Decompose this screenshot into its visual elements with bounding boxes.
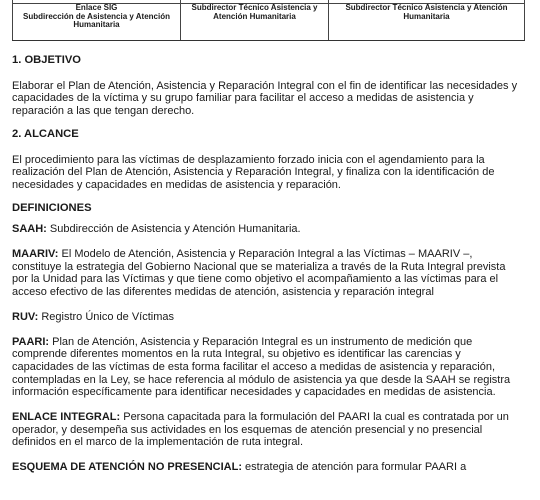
definition-saah <box>12 223 520 236</box>
definition-esquema-no-presencial <box>12 461 520 474</box>
aprobo-line1: Subdirector Técnico Asistencia y Atención <box>345 3 508 12</box>
definition-maariv <box>12 248 520 299</box>
text-paari: Plan de Atención, Asistencia y Reparación Integral es un instrumento de medición que comprende diferentes momentos en la ruta Integral, su objetivo es identificar las carencias y capacidades de las víctimas de esta forma facilitar el acceso a medidas de asistencia y reparación, contempladas en la Ley, se hace referencia al módulo de asistencia ya que desde la SAAH se registra información específicamente para identificar necesidades y capacidades en medidas de asistencia. <box>12 335 511 399</box>
elaboro-line2: Subdirección de Asistencia y Atención <box>23 11 170 21</box>
alcance-text: El procedimiento para las víctimas de desplazamiento forzado inicia con el agendamiento para la realización del Plan de Atención, Asistencia y Reparación Integral, y finaliza con la identificación de necesidades y capacidades en medidas de asistencia y reparación. <box>12 153 495 191</box>
definition-ruv <box>12 311 520 324</box>
alcance-title: 2. ALCANCE <box>12 127 79 140</box>
signature-table <box>12 0 525 41</box>
text-enlace-integral: Persona capacitada para la formulación del PAARI la cual es contratada por un operador, y desempeña sus actividades en los esquemas de atención presencial y no presencial definidos en el marco de la implementación de ruta integral. <box>12 411 509 449</box>
reviso-line2: Atención Humanitaria <box>213 11 296 21</box>
text-esquema-no-presencial: estrategia de atención para formular PAARI a <box>242 461 467 474</box>
elaboro-signer <box>13 4 181 41</box>
reviso-line1: Subdirector Técnico Asistencia y <box>191 3 318 12</box>
term-saah: SAAH: <box>12 223 47 236</box>
text-ruv: Registro Único de Víctimas <box>38 310 174 323</box>
definition-paari <box>12 336 520 400</box>
term-ruv: RUV: <box>12 310 39 323</box>
objetivo-title: 1. OBJETIVO <box>12 54 82 66</box>
term-enlace-integral: ENLACE INTEGRAL: <box>12 411 121 424</box>
reviso-signer <box>181 4 329 41</box>
text-saah: Subdirección de Asistencia y Atención Humanitaria. <box>46 223 301 236</box>
definition-enlace-integral <box>12 411 520 449</box>
elaboro-line3: Humanitaria <box>73 20 120 29</box>
elaboro-line1: Enlace SIG <box>75 3 118 12</box>
term-maariv: MAARIV: <box>12 248 59 261</box>
objetivo-text: Elaborar el Plan de Atención, Asistencia y Reparación Integral con el fin de identificar las necesidades y capacidades de la víctima y su grupo familiar para facilitar el acceso a medidas de asistencia y reparación a las que tengan derecho. <box>12 79 518 118</box>
term-esquema-no-presencial: ESQUEMA DE ATENCIÓN NO PRESENCIAL: <box>12 461 242 474</box>
aprobo-line2: Humanitaria <box>403 11 450 21</box>
text-maariv: El Modelo de Atención, Asistencia y Reparación Integral a las Víctimas – MAARIV –, constituye la estrategia del Gobierno Nacional que se materializa a través de la Ruta Integral prevista por la Unidad para las Víctimas y que tiene como objetivo el acompañamiento a las víctimas para el acceso efectivo de las diferentes medidas de atención, asistencia y reparación integral <box>12 248 506 299</box>
term-paari: PAARI: <box>12 335 50 348</box>
aprobo-signer <box>329 4 525 41</box>
document-body <box>12 54 520 474</box>
definiciones-title: DEFINICIONES <box>12 201 92 214</box>
